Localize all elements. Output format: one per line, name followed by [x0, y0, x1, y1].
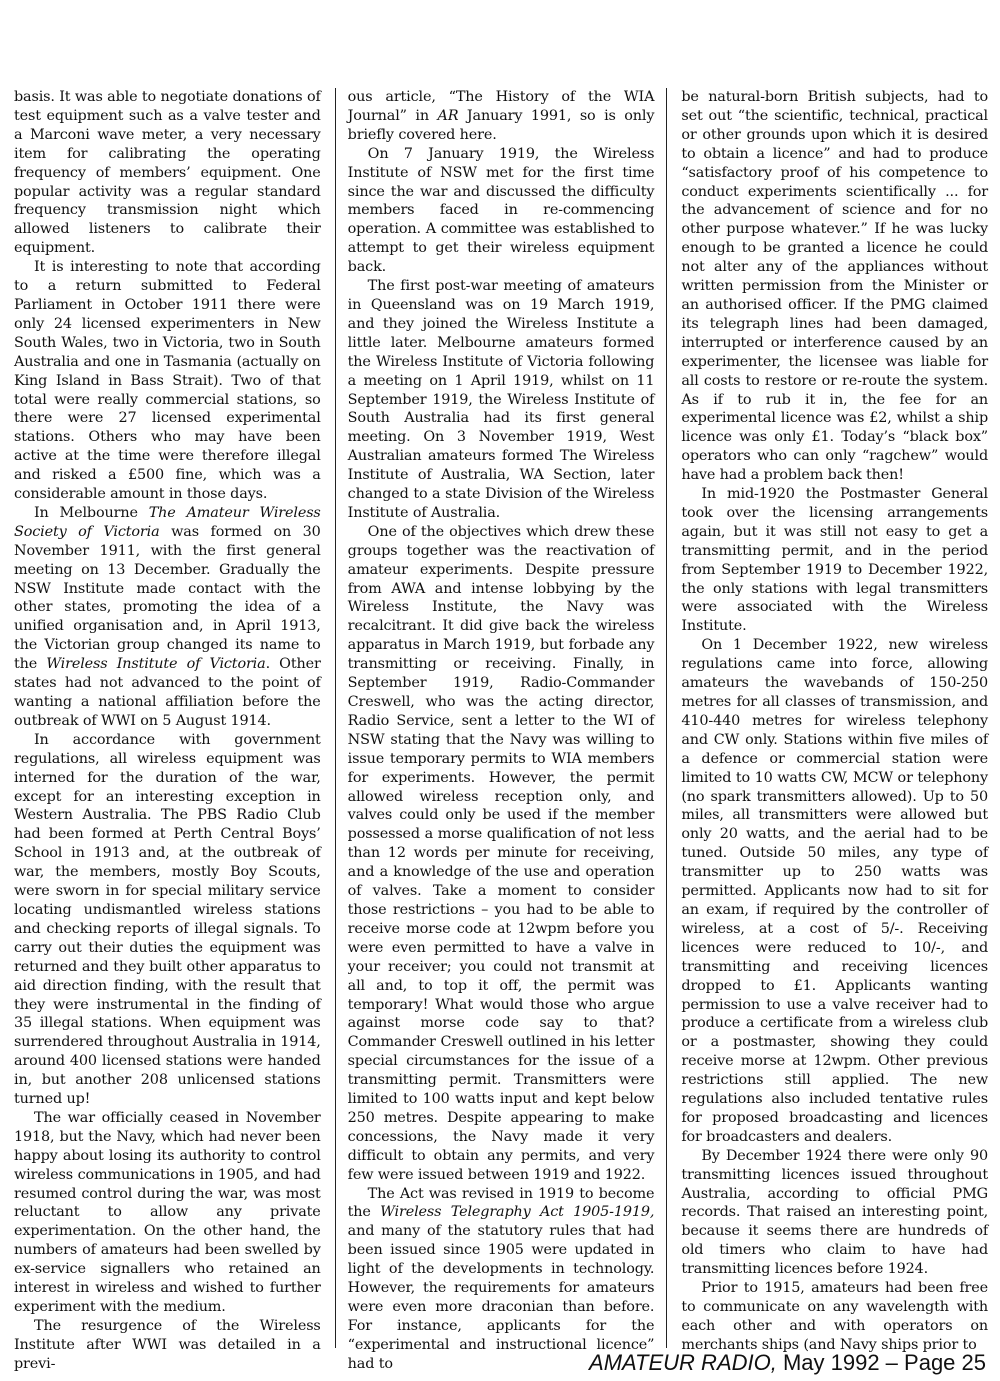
text-run: In Melbourne: [34, 504, 149, 521]
paragraph: [14, 504, 321, 731]
page-footer: [589, 1350, 986, 1376]
text-run: In mid-1920 the Postmaster General took over the licensing arrangements again, but it was still not easy to get a transmitting permit, and in the period from September 1919 to December 1922, the only stations with legal transmitters were associated with the Wireless Institute.: [681, 486, 989, 635]
paragraph: [14, 1317, 321, 1374]
paragraph: [681, 636, 988, 1146]
text-run: ous article, “The History of the WIA Journal” in: [347, 89, 655, 124]
paragraph: [14, 88, 321, 258]
italic-title: Wireless Telegraphy Act 1905-1919,: [380, 1204, 655, 1221]
italic-title: Wireless Institute of Victoria: [46, 656, 266, 673]
column-3: [681, 88, 989, 1353]
paragraph: [14, 1109, 321, 1317]
paragraph: [348, 523, 655, 1185]
paragraph: [348, 1185, 655, 1374]
text-run: By December 1924 there were only 90 transmitting licences issued throughout Australia, according to official PMG records. That raised an interesting point, because it seems there are hundreds of old timers who claim to have had transmitting licences before 1924.: [681, 1147, 989, 1278]
text-run: January 1991, so is only briefly covered here.: [347, 107, 655, 143]
text-run: The first post-war meeting of amateurs in Queensland was on 19 March 1919, and they joined the Wireless Institute a little later. Melbourne amateurs formed the Wireless Institute of Victoria following a meeting on 1 April 1919, whilst on 11 September 1919, the Wireless Institute of South Australia had its first general meeting. On 3 November 1919, West Australian amateurs formed The Wireless Institute of Australia, WA Section, later changed to a state Division of the Wireless Institute of Australia.: [347, 278, 655, 521]
issue-and-page: May 1992 – Page 25: [776, 1350, 986, 1375]
text-run: . Other states had not advanced to the point of wanting a national affiliation before the outbreak of WWI on 5 August 1914.: [14, 656, 321, 729]
column-1: [14, 88, 321, 1372]
paragraph: [14, 731, 321, 1109]
text-run: basis. It was able to negotiate donations of test equipment such as a valve tester and a Marconi wave meter, a very necessary item for calibrating the operating frequency of members’ equipment. One popular activity was a regular standard frequency transmission night which allowed listeners to calibrate their equipment.: [14, 89, 321, 257]
column-2: [335, 88, 668, 1372]
paragraph: [681, 1279, 988, 1355]
text-run: It is interesting to note that according to a return submitted to Federal Parliament in October 1911 there were only 24 licensed experimenters in New South Wales, two in Victoria, two in South Australia and one in Tasmania (actually on King Island in Bass Strait). Two of that total were really commercial stations, so there were 27 licensed experimental stations. Others who may have been active at the time were therefore illegal and risked a £500 fine, which was a considerable amount in those days.: [14, 259, 321, 503]
paragraph: [681, 485, 988, 636]
paragraph: [681, 1147, 988, 1279]
text-run: Prior to 1915, amateurs had been free to communicate on any wavelength with each other and with operators on merchants ships (and Navy ships prior to: [681, 1280, 989, 1353]
text-run: On 1 December 1922, new wireless regulations came into force, allowing amateurs the wavebands of 150-250 metres for all classes of transmission, and 410-440 metres for wireless telephony and CW only. Stations within five miles of a defence or commercial station were limited to 10 watts CW, MCW or telephony (no spark transmitters allowed). Up to 50 miles, all transmitters were allowed but only 20 watts, and the aerial had to be tuned. Outside 50 miles, any type of transmitter up to 250 watts was permitted. Applicants now had to sit for an exam, if required by the controller of wireless, at a cost of 5/-. Receiving licences were reduced to 10/-, and transmitting and receiving licences dropped to £1. Applicants wanting permission to use a valve receiver had to produce a certificate from a wireless club or a postmaster, showing they could receive morse at 12wpm. Other previous restrictions still applied. The new regulations also included tentative rules for proposed broadcasting and licences for broadcasters and dealers.: [681, 637, 989, 1145]
text-run: On 7 January 1919, the Wireless Institute of NSW met for the first time since the war and discussed the difficulty members faced in re-commencing operation. A committee was established to attempt to get their wireless equipment back.: [347, 145, 655, 276]
magazine-name: AMATEUR RADIO,: [589, 1350, 777, 1375]
text-run: The resurgence of the Wireless Institute after WWI was detailed in a previ-: [14, 1317, 321, 1372]
paragraph: [14, 258, 321, 504]
text-run: In accordance with government regulations, all wireless equipment was interned for the duration of the war, except for an interesting exception in Western Australia. The PBS Radio Club had been formed at Perth Central Boys’ School in 1913 and, at the outbreak of war, the members, mostly Boy Scouts, were sworn in for special military service locating undismantled wireless stations and checking reports of illegal signals. To carry out their duties the equipment was returned and they built other apparatus to aid direction finding, with the result that they were instrumental in the finding of 35 illegal stations. When equipment was surrendered throughout Australia in 1914, around 400 licensed stations were handed in, but another 208 unlicensed stations turned up!: [14, 731, 321, 1108]
paragraph: [681, 88, 988, 485]
paragraph: [348, 145, 655, 277]
text-run: One of the objectives which drew these groups together was the reactivation of amateur experiments. Despite pressure from AWA and intense lobbying by the Wireless Institute, the Navy was recalcitrant. It did give back the wireless apparatus in March 1919, but forbade any transmitting or receiving. Finally, in September 1919, Radio-Commander Creswell, who was the acting director, Radio Service, sent a letter to the WI of NSW stating that the Navy was willing to issue temporary permits to WIA members for experiments. However, the permit allowed wireless reception only, and valves could only be used if the member possessed a morse qualification of not less than 12 words per minute for receiving, and a knowledge of the use and operation of valves. Take a moment to consider those restrictions – you had to be able to receive morse code at 12wpm before you were even permitted to have a valve in your receiver; you could not transmit at all and, to top it off, the permit was temporary! What would those who argue against morse code say to that? Commander Creswell outlined in his letter special circumstances for the issue of a transmitting permit. Transmitters were limited to 100 watts input and kept below 250 metres. Despite appearing to make concessions, the Navy made it very difficult to obtain any permits, and very few were issued between 1919 and 1922.: [347, 523, 655, 1183]
italic-title: AR: [437, 107, 459, 124]
paragraph: [348, 88, 655, 145]
paragraph: [348, 277, 655, 523]
italic-title: The Amateur Wireless Society of Victoria: [14, 504, 321, 540]
text-run: and many of the statutory rules that had been issued since 1905 were updated in light of the developments in technology. However, the requirements for amateurs were even more draconian than before. For instance, applicants for the “experimental and instructional licence” had to: [347, 1223, 655, 1372]
text-run: The Act was revised in 1919 to become the: [347, 1185, 655, 1221]
text-run: be natural-born British subjects, had to set out “the scientific, technical, practical or other grounds upon which it is desired to obtain a licence” and had to produce “satisfactory proof of his competence to conduct experiments scientifically ... for the advancement of science and for no other purpose whatever.” If he was lucky enough to be granted a licence he could not alter any of the appliances without written permission from the Minister or an authorised officer. If the PMG claimed its telegraph lines had been damaged, interrupted or interference caused by an experimenter, the licensee was liable for all costs to restore or re-route the system. As if to rub it in, the fee for an experimental licence was £2, whilst a ship licence was only £1. Today’s “black box” operators who can only “ragchew” would have had a problem back then!: [681, 89, 989, 484]
text-run: The war officially ceased in November 1918, but the Navy, which had never been happy about losing its authority to control wireless communications in 1905, and had resumed control during the war, was most reluctant to allow any private experimentation. On the other hand, the numbers of amateurs had been swelled by ex-service signallers who retained an interest in wireless and wished to further experiment with the medium.: [14, 1109, 321, 1315]
text-run: was formed on 30 November 1911, with the first general meeting on 13 December. Gradually the NSW Institute made contact with the other states, promoting the idea of a unified organisation and, in April 1913, the Victorian group changed its name to the: [14, 523, 321, 673]
